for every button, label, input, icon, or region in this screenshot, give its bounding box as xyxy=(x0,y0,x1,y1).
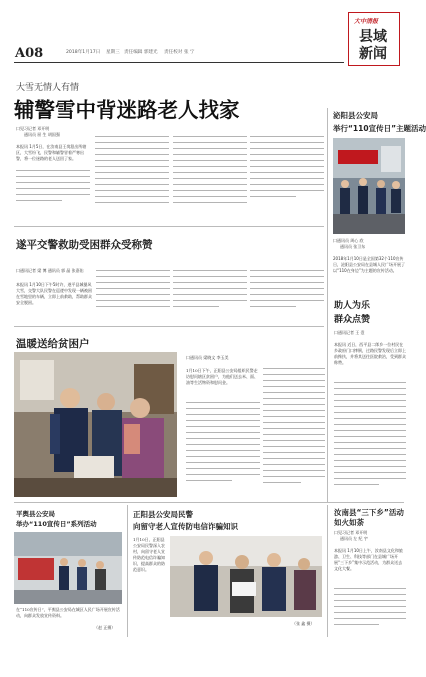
bottom2-body: 1月10日，正阳县公安局民警深入农村，向留守老人宣传防范电信诈骗知识，提高群众的防范意识。 xyxy=(133,537,165,572)
right1-byline: 口通讯员 周心 欣 xyxy=(333,238,364,243)
article2-col2 xyxy=(96,270,170,312)
article3-col2 xyxy=(263,368,325,488)
issue-date: 2018年1月17日 xyxy=(66,50,101,55)
divider-3 xyxy=(14,502,404,503)
right3-title: 汝南县“三下乡”活动如火如荼 xyxy=(334,508,404,527)
article3-title: 温暖送给贫困户 xyxy=(16,338,90,350)
newspaper-logo xyxy=(348,12,400,66)
article2-col3 xyxy=(173,270,247,312)
bottom1-caption: 在“110宣传日”，平舆县公安局在城区人民广场开展宣传活动，向群众发放宣传资料。 xyxy=(16,607,120,618)
right2-subtitle: 群众点赞 xyxy=(334,315,371,325)
main-body-col2 xyxy=(95,136,169,208)
divider-1 xyxy=(14,226,324,227)
divider-vertical-2 xyxy=(327,296,328,502)
right1-subtitle: 举行“110宣传日”主题活动 xyxy=(333,124,426,133)
section-name: 县域新闻 xyxy=(359,29,387,62)
article3-col1 xyxy=(186,402,260,486)
article2-byline: 口通讯记者 梁 博 通讯员 郭 晶 张嘉佑 xyxy=(16,268,84,273)
article2-title: 遂平交警救助受困群众受称赞 xyxy=(16,239,153,251)
right2-body: 本报讯 近日，西平县二郎乡一位村民在乡政府门口摔倒，过路民警发现后立即上前搀扶，并将其送往医院救治，受到群众称赞。 xyxy=(334,342,406,365)
right3-body-lines xyxy=(334,588,406,630)
right3-byline: 口见习记者 邓开明 xyxy=(334,530,368,535)
right1-byline-2: 通讯员 张卫东 xyxy=(340,244,366,249)
bottom2-credit: （张 鑫 摄） xyxy=(292,621,315,626)
elderly-fraud-prevention-photo xyxy=(170,536,322,617)
right2-body-lines xyxy=(334,382,406,490)
right1-body: 2018年1月10日是全国第32个110宣传日，泌阳县公安局在县城人民广场开展了以“110在身边”为主题的宣传活动。 xyxy=(333,256,405,273)
masthead xyxy=(0,0,415,68)
bottom1-subtitle: 举办“110宣传日”系列活动 xyxy=(16,520,97,528)
bottom1-credit: （赵 正摄） xyxy=(94,625,116,630)
article3-byline: 口通讯员 梁晓文 李玉美 xyxy=(186,355,229,360)
bottom2-subtitle: 向留守老人宣传防电信诈骗知识 xyxy=(133,522,238,531)
main-kicker: 大雪无情人有情 xyxy=(16,83,80,93)
divider-2 xyxy=(14,326,324,327)
main-body-col4 xyxy=(250,136,324,202)
right2-byline: 口通讯记者 王 壹 xyxy=(334,330,365,335)
police-ceremony-photo xyxy=(333,138,405,234)
right1-title: 泌阳县公安局 xyxy=(333,111,378,120)
right3-body: 本报讯 1月10日上午，汝南县文化和旅游、卫生、科技等部门在县城广场开展“三下乡”集中示范活动，为群众送去文化大餐。 xyxy=(334,548,403,571)
issue-editor: 责任编辑 郭建光 xyxy=(124,50,158,55)
divider-vertical-4 xyxy=(327,505,328,637)
bottom1-photo xyxy=(14,532,122,604)
issue-weekday: 星期三 xyxy=(106,50,120,55)
main-body-col1 xyxy=(16,170,90,206)
bottom1-title: 平舆县公安局 xyxy=(16,510,55,518)
main-body-col3 xyxy=(173,136,247,208)
right2-title: 助人为乐 xyxy=(334,301,371,311)
bottom2-photo xyxy=(170,536,322,617)
bottom2-title: 正阳县公安局民警 xyxy=(133,510,193,519)
article2-body: 本报讯 1月10日下午5时许，遂平县城暴风大雪，交警大队民警在巡逻中发现一辆被困在雪地里的车辆，立即上前救助，帮助群众安全脱困。 xyxy=(16,282,92,305)
page-number: A08 xyxy=(15,46,44,61)
publicity-event-photo xyxy=(14,532,122,604)
article2-col4 xyxy=(250,270,324,312)
right3-byline-2: 通讯员 左 纪 宇 xyxy=(340,536,368,541)
right1-photo xyxy=(333,138,405,234)
header-rule xyxy=(14,62,344,63)
main-headline: 辅警雪中背迷路老人找家 xyxy=(14,98,240,122)
article3-photo xyxy=(14,352,177,497)
article3-body: 1月10日下午，正阳县公安局组织民警走访慰问辖区贫困户，为他们送去米、面、油等生活物资和慰问金。 xyxy=(186,368,258,385)
main-byline-1: 口见习记者 邓开明 xyxy=(16,126,50,131)
divider-vertical-3 xyxy=(127,505,128,637)
police-visit-photo xyxy=(14,352,177,497)
logo-text: 大中清报 xyxy=(354,18,379,25)
issue-designer: 责任校对 张 宁 xyxy=(164,50,195,55)
main-byline-2: 通讯员 屈 生 胡国强 xyxy=(24,132,60,137)
main-lead: 本报讯 1月5日，在汝南县王岗派出所辖区，大雪纷飞，民警和辅警冒着严寒出警，将一位迷路的老人送回了家。 xyxy=(16,144,87,161)
